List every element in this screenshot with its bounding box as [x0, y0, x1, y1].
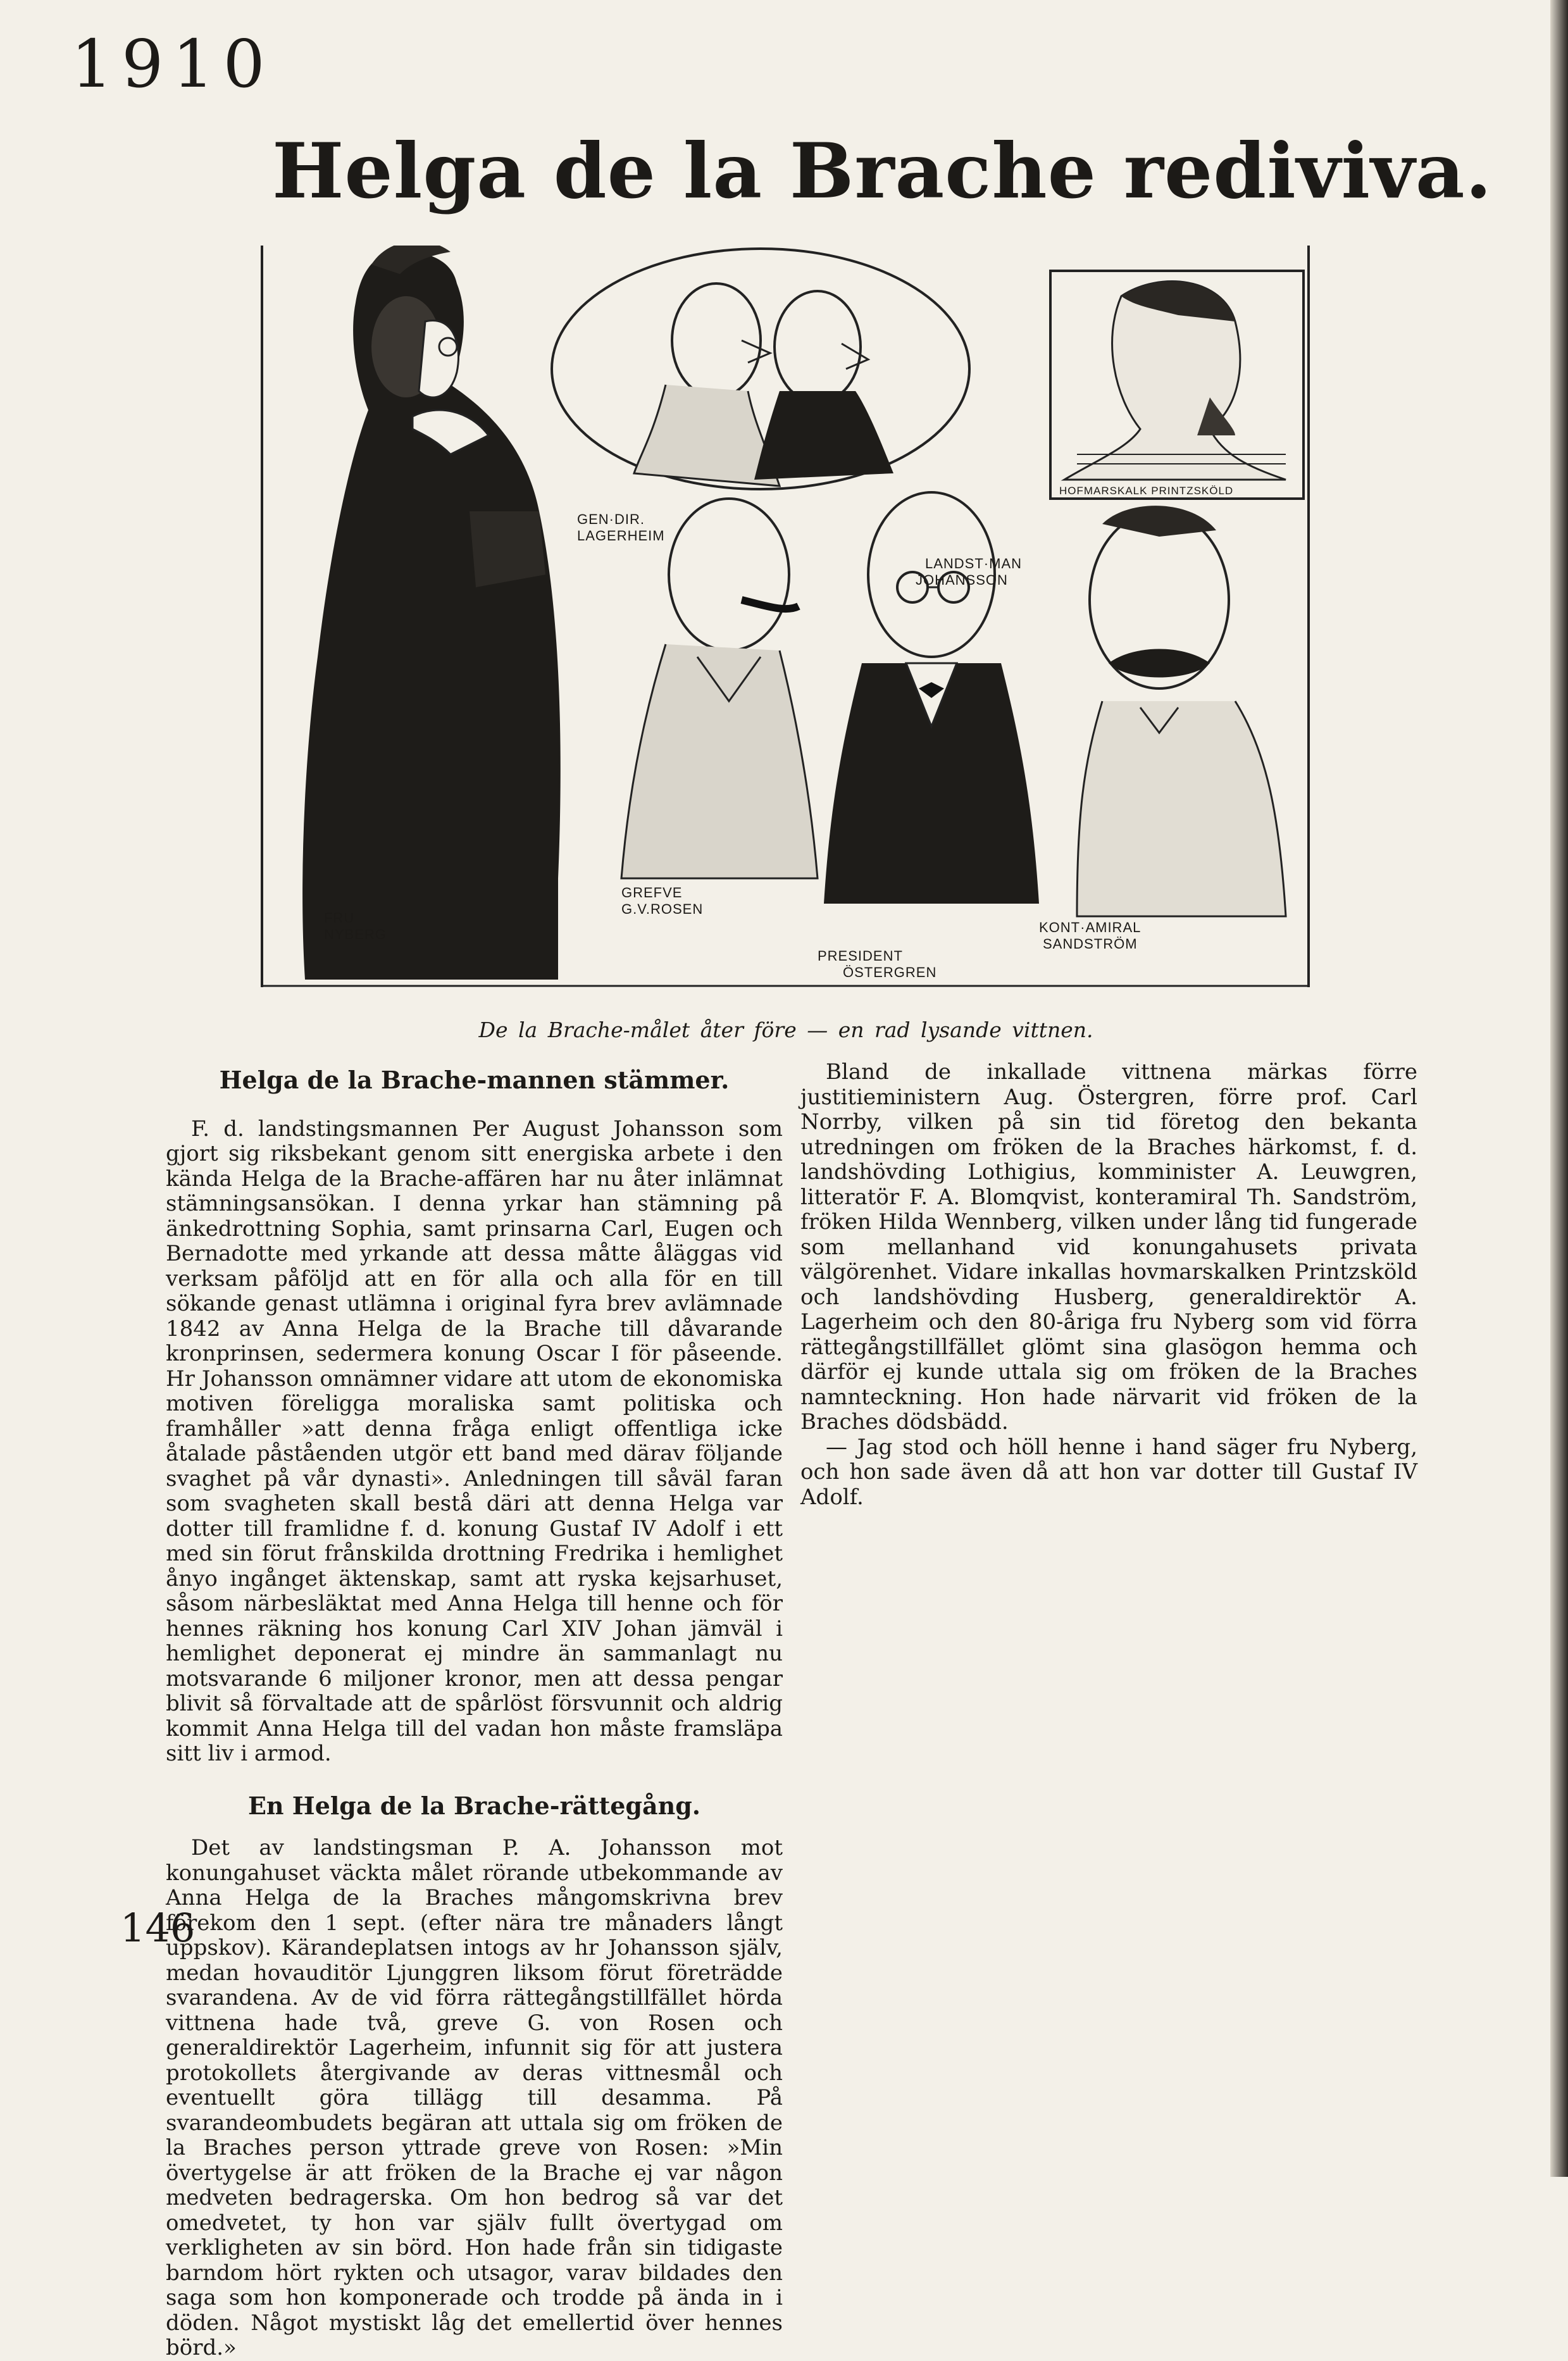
- label-gendir: GEN·DIR.: [577, 511, 645, 527]
- section-heading-2: En Helga de la Brache-rättegång.: [247, 1791, 701, 1820]
- page-title: Helga de la Brache rediviva.: [272, 127, 1493, 216]
- figure-caption: De la Brache-målet åter före — en rad lysande vittnen.: [478, 1018, 1093, 1042]
- caricature-illustration: [261, 246, 1311, 992]
- label-nyberg: NYBERG: [324, 926, 387, 942]
- label-grefve: GREFVE: [621, 885, 683, 900]
- paragraph-1: F. d. landstingsmannen Per August Johansson som gjort sig riksbekant genom sitt energiska arbete i den kända Helga de la Brache-affären har nu åter inlämnat stämningsansökan. I denna yrkar han stämning på änkedrottning Sophia, samt prinsarna Carl, Eugen och Bernadotte med yrkande att dessa måtte åläggas vid verksam påföljd att en för alla och alla för en till sökande genast utlämna i original fyra brev avlämnade 1842 av Anna Helga de la Brache till dåvarande kronprinsen, sedermera konung Oscar I för påseende. Hr Johansson omnämner vidare att utom de ekonomiska motiven föreligga moraliska samt politiska och framhåller »att denna fråga enligt offentliga icke åtalade påståenden utgör ett band med därav följande svaghet på vår dynasti». Anledningen till såväl faran som svagheten skall bestå däri att denna Helga var dotter till framlidne f. d. konung Gustaf IV Adolf i ett med sin förut frånskilda drottning Fredrika i hemlighet ånyo ingånget äktenskap, samt att ryska kejsarhuset, såsom närbesläktat med Anna Helga till henne och för hennes räkning hos konung Carl XIV Johan jämväl i hemlighet deponerat ej mindre än sammanlagt nu motsvarande 6 miljoner kronor, men att dessa pengar blivit så förvaltade att de spårlöst försvunnit och aldrig kommit Anna Helga till del vadan hon måste framsläpa sitt liv i armod.: [166, 1116, 783, 1766]
- page-edge-shadow: [1550, 0, 1568, 2177]
- paragraph-4: — Jag stod och höll henne i hand säger fru Nyberg, och hon sade även då att hon var dotter till Gustaf IV Adolf.: [800, 1434, 1417, 1510]
- figure-printzskold: [1064, 282, 1286, 480]
- page-number: 146: [120, 1905, 196, 1951]
- year-heading: 1910: [71, 25, 274, 103]
- label-lagerheim: LAGERHEIM: [577, 528, 665, 544]
- label-kontamiral: KONT·AMIRAL: [1039, 919, 1142, 935]
- label-sandstrom: SANDSTRÖM: [1043, 936, 1138, 952]
- label-president: PRESIDENT: [818, 948, 903, 964]
- paragraph-3: Bland de inkallade vittnena märkas förre justitieministern Aug. Östergren, förre prof. Carl Norrby, vilken på sin tid företog den bekanta utredningen om fröken de la Braches härkomst, f. d. landshövding Lothigius, komminister A. Leuwgren, litteratör F. A. Blomqvist, konteramiral Th. Sandström, fröken Hilda Wennberg, vilken under lång tid fungerade som mellanhand vid konungahusets privata välgörenhet. Vidare inkallas hovmarskalken Printzsköld och landshövding Husberg, generaldirektör A. Lagerheim och den 80-åriga fru Nyberg som vid förra rättegångstillfället glömt sina glasögon hemma och därför ej kunde uttala sig om fröken de la Braches namnteckning. Hon hade närvarit vid fröken de la Braches dödsbädd.: [800, 1059, 1417, 1435]
- figure-fru-nyberg: [302, 246, 561, 980]
- figure-ostergren: [824, 492, 1039, 904]
- paragraph-2: Det av landstingsman P. A. Johansson mot konungahuset väckta målet rörande utbekommande av Anna Helga de la Braches mångomskrivna brev förekom den 1 sept. (efter nära tre månaders långt uppskov). Kärandeplatsen intogs av hr Johansson själv, medan hovauditör Ljunggren liksom förut företrädde svarandena. Av de vid förra rättegångstillfället hörda vittnena hade två, greve G. von Rosen och generaldirektör Lagerheim, infunnit sig för att justera protokollets återgivande av deras vittnesmål och eventuellt göra tillägg till desamma. På svarandeombudets begäran att uttala sig om fröken de la Braches person yttrade greve von Rosen: »Min övertygelse är att fröken de la Brache ej var någon medveten bedragerska. Om hon bedrog så var det omedvetet, ty hon var själv fullt övertygad om verkligheten av sin börd. Hon hade från sin tidigaste barndom hört rykten och utsagor, varav bildades den saga som hon komponerade och trodde på ända in i döden. Något mystiskt låg det emellertid över hennes börd.»: [166, 1835, 783, 2360]
- section-heading-1: Helga de la Brache-mannen stämmer.: [219, 1066, 730, 1094]
- label-fru: FRU: [324, 910, 355, 926]
- label-johansson: JOHANSSON: [916, 572, 1008, 588]
- label-ostergren: ÖSTERGREN: [843, 964, 937, 980]
- figure-johansson: [754, 291, 893, 480]
- figure-von-rosen: [621, 499, 818, 878]
- figure-sandstrom: [1077, 506, 1286, 916]
- article-column-right: [800, 1060, 1417, 1510]
- label-landstman: LANDST·MAN: [925, 556, 1023, 571]
- label-hofmarskalk: HOFMARSKALK PRINTZSKÖLD: [1059, 485, 1234, 497]
- figure-lagerheim: [634, 283, 780, 486]
- label-gvrosen: G.V.ROSEN: [621, 901, 704, 917]
- article-column-left: [166, 1060, 783, 2361]
